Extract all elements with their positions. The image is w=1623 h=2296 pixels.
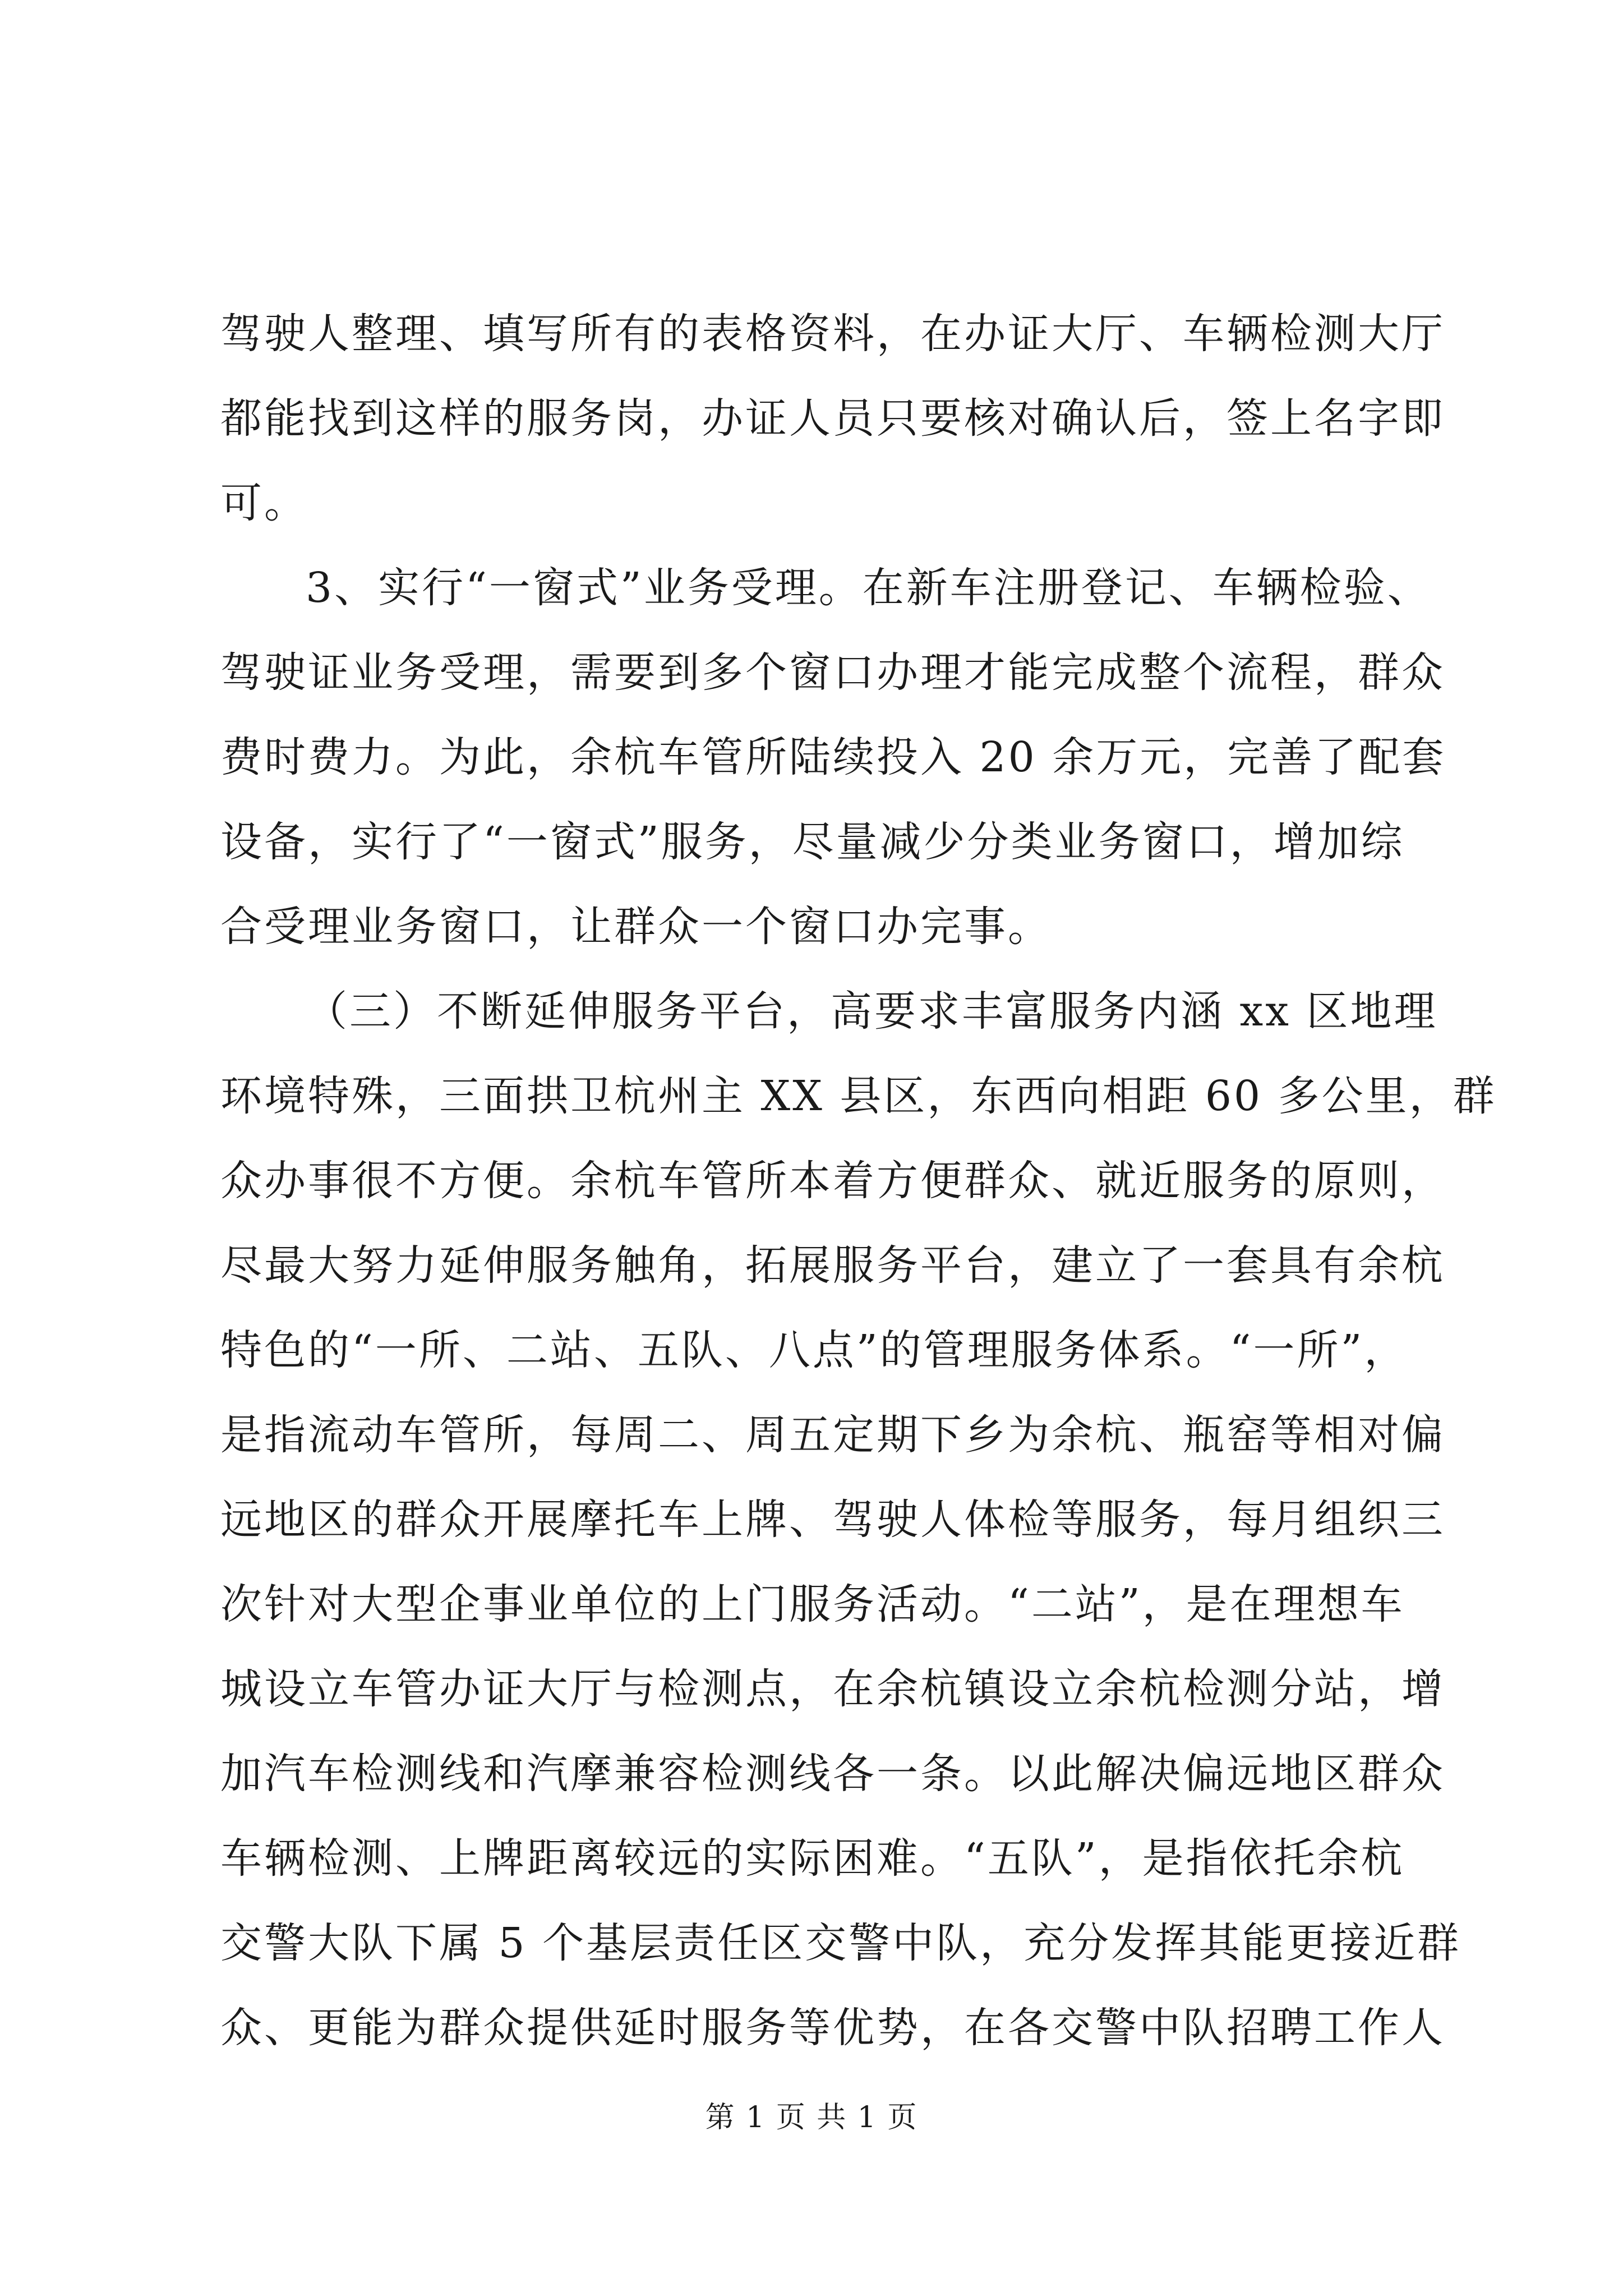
text-line: 众、更能为群众提供延时服务等优势，在各交警中队招聘工作人 — [220, 2004, 1445, 2052]
text-line: 都能找到这样的服务岗，办证人员只要核对确认后，签上名字即 — [220, 394, 1445, 443]
text-line: 环境特殊，三面拱卫杭州主 XX 县区，东西向相距 60 多公里，群 — [220, 1072, 1497, 1120]
text-line: 交警大队下属 5 个基层责任区交警中队，充分发挥其能更接近群 — [220, 1919, 1461, 1967]
page-footer: 第 1 页 共 1 页 — [705, 2101, 918, 2134]
text-line: 合受理业务窗口，让群众一个窗口办完事。 — [220, 903, 1052, 951]
text-line: 是指流动车管所，每周二、周五定期下乡为余杭、瓶窑等相对偏 — [220, 1411, 1445, 1459]
text-line: 驾驶人整理、填写所有的表格资料，在办证大厅、车辆检测大厅 — [220, 310, 1445, 358]
text-line: 车辆检测、上牌距离较远的实际困难。“五队”，是指依托余杭 — [220, 1834, 1405, 1883]
section-heading-line: （三）不断延伸服务平台，高要求丰富服务内涵 xx 区地理 — [306, 987, 1438, 1036]
text-line: 次针对大型企事业单位的上门服务活动。“二站”，是在理想车 — [220, 1580, 1405, 1628]
text-line: 众办事很不方便。余杭车管所本着方便群众、就近服务的原则， — [220, 1157, 1445, 1205]
text-line: 尽最大努力延伸服务触角，拓展服务平台，建立了一套具有余杭 — [220, 1241, 1445, 1290]
body-text — [220, 292, 1497, 2070]
text-line: 城设立车管办证大厅与检测点，在余杭镇设立余杭检测分站，增 — [220, 1665, 1445, 1713]
text-line: 可。 — [220, 479, 308, 527]
paragraph-start-line: 3、实行“一窗式”业务受理。在新车注册登记、车辆检验、 — [306, 564, 1431, 612]
text-line: 远地区的群众开展摩托车上牌、驾驶人体检等服务，每月组织三 — [220, 1496, 1445, 1544]
text-line: 费时费力。为此，余杭车管所陆续投入 20 余万元，完善了配套 — [220, 733, 1446, 781]
text-line: 加汽车检测线和汽摩兼容检测线各一条。以此解决偏远地区群众 — [220, 1750, 1445, 1798]
text-line: 驾驶证业务受理，需要到多个窗口办理才能完成整个流程，群众 — [220, 648, 1445, 697]
text-line: 特色的“一所、二站、五队、八点”的管理服务体系。“一所”， — [220, 1326, 1408, 1374]
text-line: 设备，实行了“一窗式”服务，尽量减少分类业务窗口，增加综 — [220, 818, 1405, 866]
